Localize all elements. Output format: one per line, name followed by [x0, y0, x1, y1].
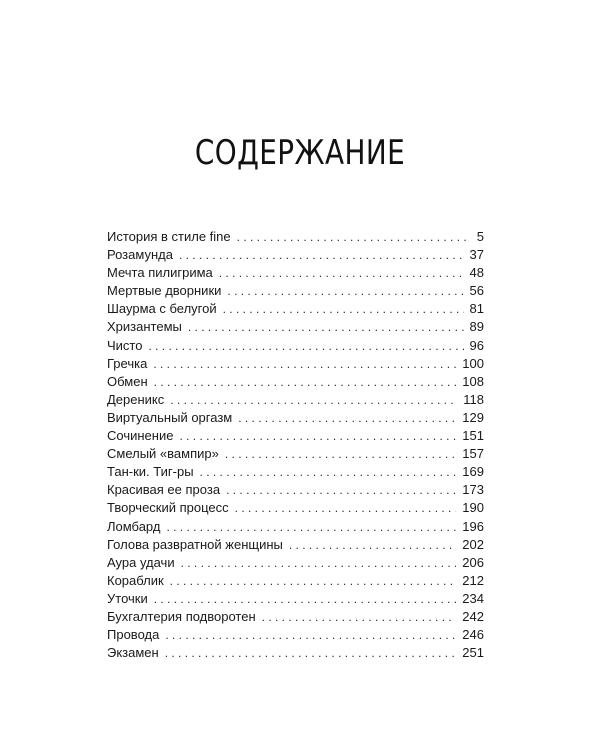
- dot-leader: [262, 608, 457, 626]
- toc-entry: [107, 337, 484, 355]
- toc-entry-page: 118: [463, 391, 484, 407]
- toc-entry-page: 37: [469, 247, 484, 263]
- toc-entry-page: 206: [462, 554, 484, 570]
- dot-leader: [165, 644, 457, 662]
- dot-leader: [289, 536, 456, 554]
- toc-entry-title: Смелый «вампир»: [107, 446, 219, 462]
- toc-entry-page: 169: [462, 464, 484, 480]
- toc-entry-page: 157: [462, 446, 484, 462]
- toc-entry-page: 89: [469, 319, 484, 335]
- dot-leader: [200, 463, 457, 481]
- toc-entry-title: Тан-ки. Тиг-ры: [107, 464, 194, 480]
- toc-entry: [107, 409, 484, 427]
- dot-leader: [154, 590, 457, 608]
- toc-entry: [107, 246, 484, 264]
- toc-entry-page: 129: [462, 409, 484, 425]
- toc-entry: [107, 608, 484, 626]
- dot-leader: [238, 409, 456, 427]
- toc-entry: [107, 590, 484, 608]
- dot-leader: [227, 282, 463, 300]
- toc-entry-title: Бухгалтерия подворотен: [107, 608, 256, 624]
- dot-leader: [226, 481, 456, 499]
- toc-entry-title: Творческий процесс: [107, 500, 229, 516]
- toc-entry-title: Дереникс: [107, 391, 165, 407]
- toc-entry-title: Провода: [107, 627, 160, 643]
- toc-entry-page: 212: [462, 572, 484, 588]
- toc-entry: [107, 445, 484, 463]
- toc-entry-page: 48: [469, 265, 484, 281]
- toc-entry-title: Ломбард: [107, 518, 161, 534]
- toc-entry: [107, 481, 484, 499]
- toc-entry: [107, 355, 484, 373]
- dot-leader: [165, 626, 456, 644]
- dot-leader: [225, 445, 456, 463]
- dot-leader: [237, 228, 471, 246]
- table-of-contents: [107, 228, 484, 662]
- toc-entry-page: 251: [462, 645, 484, 661]
- toc-entry-title: Виртуальный оргазм: [107, 409, 233, 425]
- dot-leader: [154, 373, 457, 391]
- toc-entry-title: Шаурма с белугой: [107, 301, 217, 317]
- toc-entry: [107, 644, 484, 662]
- toc-entry: [107, 264, 484, 282]
- dot-leader: [170, 391, 457, 409]
- toc-entry: [107, 499, 484, 517]
- toc-entry-title: Аура удачи: [107, 554, 175, 570]
- toc-entry-title: Красивая ее проза: [107, 482, 221, 498]
- page-title: СОДЕРЖАНИЕ: [194, 132, 406, 173]
- toc-entry: [107, 228, 484, 246]
- toc-entry-title: Гречка: [107, 355, 148, 371]
- toc-entry-page: 202: [462, 536, 484, 552]
- toc-entry-page: 173: [462, 482, 484, 498]
- toc-entry-title: Голова развратной женщины: [107, 536, 283, 552]
- dot-leader: [179, 427, 456, 445]
- dot-leader: [235, 499, 457, 517]
- dot-leader: [166, 518, 456, 536]
- toc-entry-page: 100: [462, 355, 484, 371]
- toc-entry: [107, 518, 484, 536]
- toc-entry-title: Кораблик: [107, 572, 164, 588]
- toc-entry: [107, 626, 484, 644]
- toc-entry-page: 196: [462, 518, 484, 534]
- dot-leader: [148, 337, 463, 355]
- dot-leader: [219, 264, 464, 282]
- toc-entry: [107, 373, 484, 391]
- toc-entry: [107, 463, 484, 481]
- toc-entry-page: 5: [476, 229, 484, 244]
- dot-leader: [223, 300, 464, 318]
- toc-entry-title: История в стиле fine: [107, 229, 231, 244]
- toc-entry-title: Чисто: [107, 337, 143, 353]
- toc-entry-page: 56: [469, 283, 484, 299]
- toc-entry-title: Розамунда: [107, 247, 173, 263]
- dot-leader: [188, 318, 464, 336]
- toc-entry-title: Уточки: [107, 590, 148, 606]
- toc-entry: [107, 391, 484, 409]
- toc-entry-page: 190: [462, 500, 484, 516]
- dot-leader: [170, 572, 457, 590]
- toc-entry-title: Мечта пилигрима: [107, 265, 213, 281]
- toc-entry-title: Мертвые дворники: [107, 283, 222, 299]
- toc-entry-page: 234: [462, 590, 484, 606]
- toc-entry-page: 108: [462, 373, 484, 389]
- dot-leader: [153, 355, 456, 373]
- toc-entry: [107, 427, 484, 445]
- toc-entry: [107, 282, 484, 300]
- toc-entry-title: Обмен: [107, 373, 148, 389]
- toc-entry: [107, 300, 484, 318]
- toc-entry: [107, 536, 484, 554]
- toc-entry-page: 81: [469, 301, 484, 317]
- dot-leader: [179, 246, 464, 264]
- toc-entry-title: Экзамен: [107, 645, 159, 661]
- toc-entry: [107, 572, 484, 590]
- toc-entry-page: 246: [462, 627, 484, 643]
- toc-entry: [107, 318, 484, 336]
- toc-entry-page: 151: [462, 428, 484, 444]
- toc-entry: [107, 554, 484, 572]
- dot-leader: [181, 554, 457, 572]
- toc-entry-page: 96: [469, 337, 484, 353]
- toc-entry-title: Хризантемы: [107, 319, 182, 335]
- toc-entry-page: 242: [462, 608, 484, 624]
- toc-entry-title: Сочинение: [107, 428, 174, 444]
